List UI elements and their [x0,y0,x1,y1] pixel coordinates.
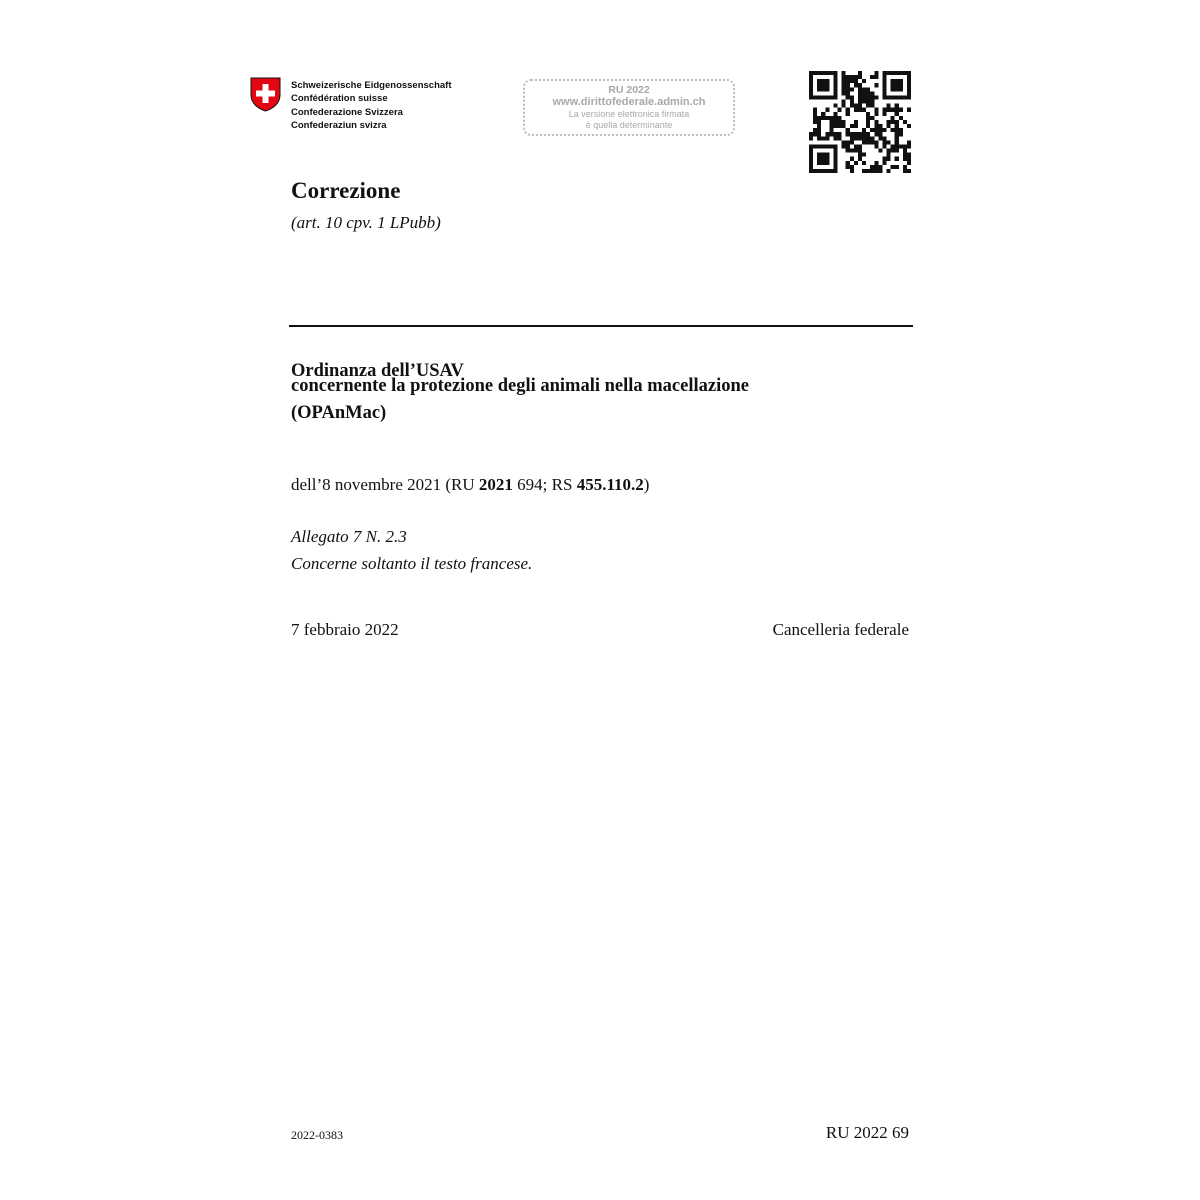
signing-authority: Cancelleria federale [772,620,909,639]
act-title-line-1: Ordinanza dell’USAV [291,361,464,381]
stamp-ru-year: RU 2022 [608,84,650,96]
reference-suffix: ) [643,475,650,494]
footer-document-number: 2022-0383 [291,1128,343,1142]
act-title [291,361,749,423]
act-abbreviation: (OPAnMac) [291,403,387,423]
confederation-name-de: Schweizerische Eidgenossenschaft [291,80,452,91]
cross-horizontal [256,91,275,97]
reference-ru-page: 694; RS [512,475,577,494]
document-date: 7 febbraio 2022 [291,620,399,639]
electronic-version-stamp [523,79,735,136]
act-title-line-2: concernente la protezione degli animali nella macellazione [291,376,749,396]
reference-ru-year: 2021 [478,475,513,494]
page-title: Correzione [291,178,401,203]
annex-note: Concerne soltanto il testo francese. [291,554,533,573]
footer-page-reference: RU 2022 69 [825,1123,909,1142]
divider [289,325,913,327]
confederation-name-rm: Confederaziun svizra [291,119,387,131]
confederation-name-it: Confederazione Svizzera [291,106,403,118]
reference-rs-number: 455.110.2 [576,475,644,494]
confederation-name-fr: Confédération suisse [291,93,388,105]
qr-code-icon [809,71,911,173]
annex-block [291,523,532,577]
act-reference [291,475,649,495]
legal-basis: (art. 10 cpv. 1 LPubb) [291,213,441,232]
stamp-note-2: è quella determinante [585,120,673,130]
annex-reference: Allegato 7 N. 2.3 [291,527,407,546]
confederation-label [291,79,452,132]
swiss-coat-of-arms-icon [250,77,281,112]
reference-prefix: dell’8 novembre 2021 (RU [291,475,479,494]
stamp-note-1: La versione elettronica firmata [568,109,690,119]
stamp-website: www.dirittofederale.admin.ch [552,96,706,108]
